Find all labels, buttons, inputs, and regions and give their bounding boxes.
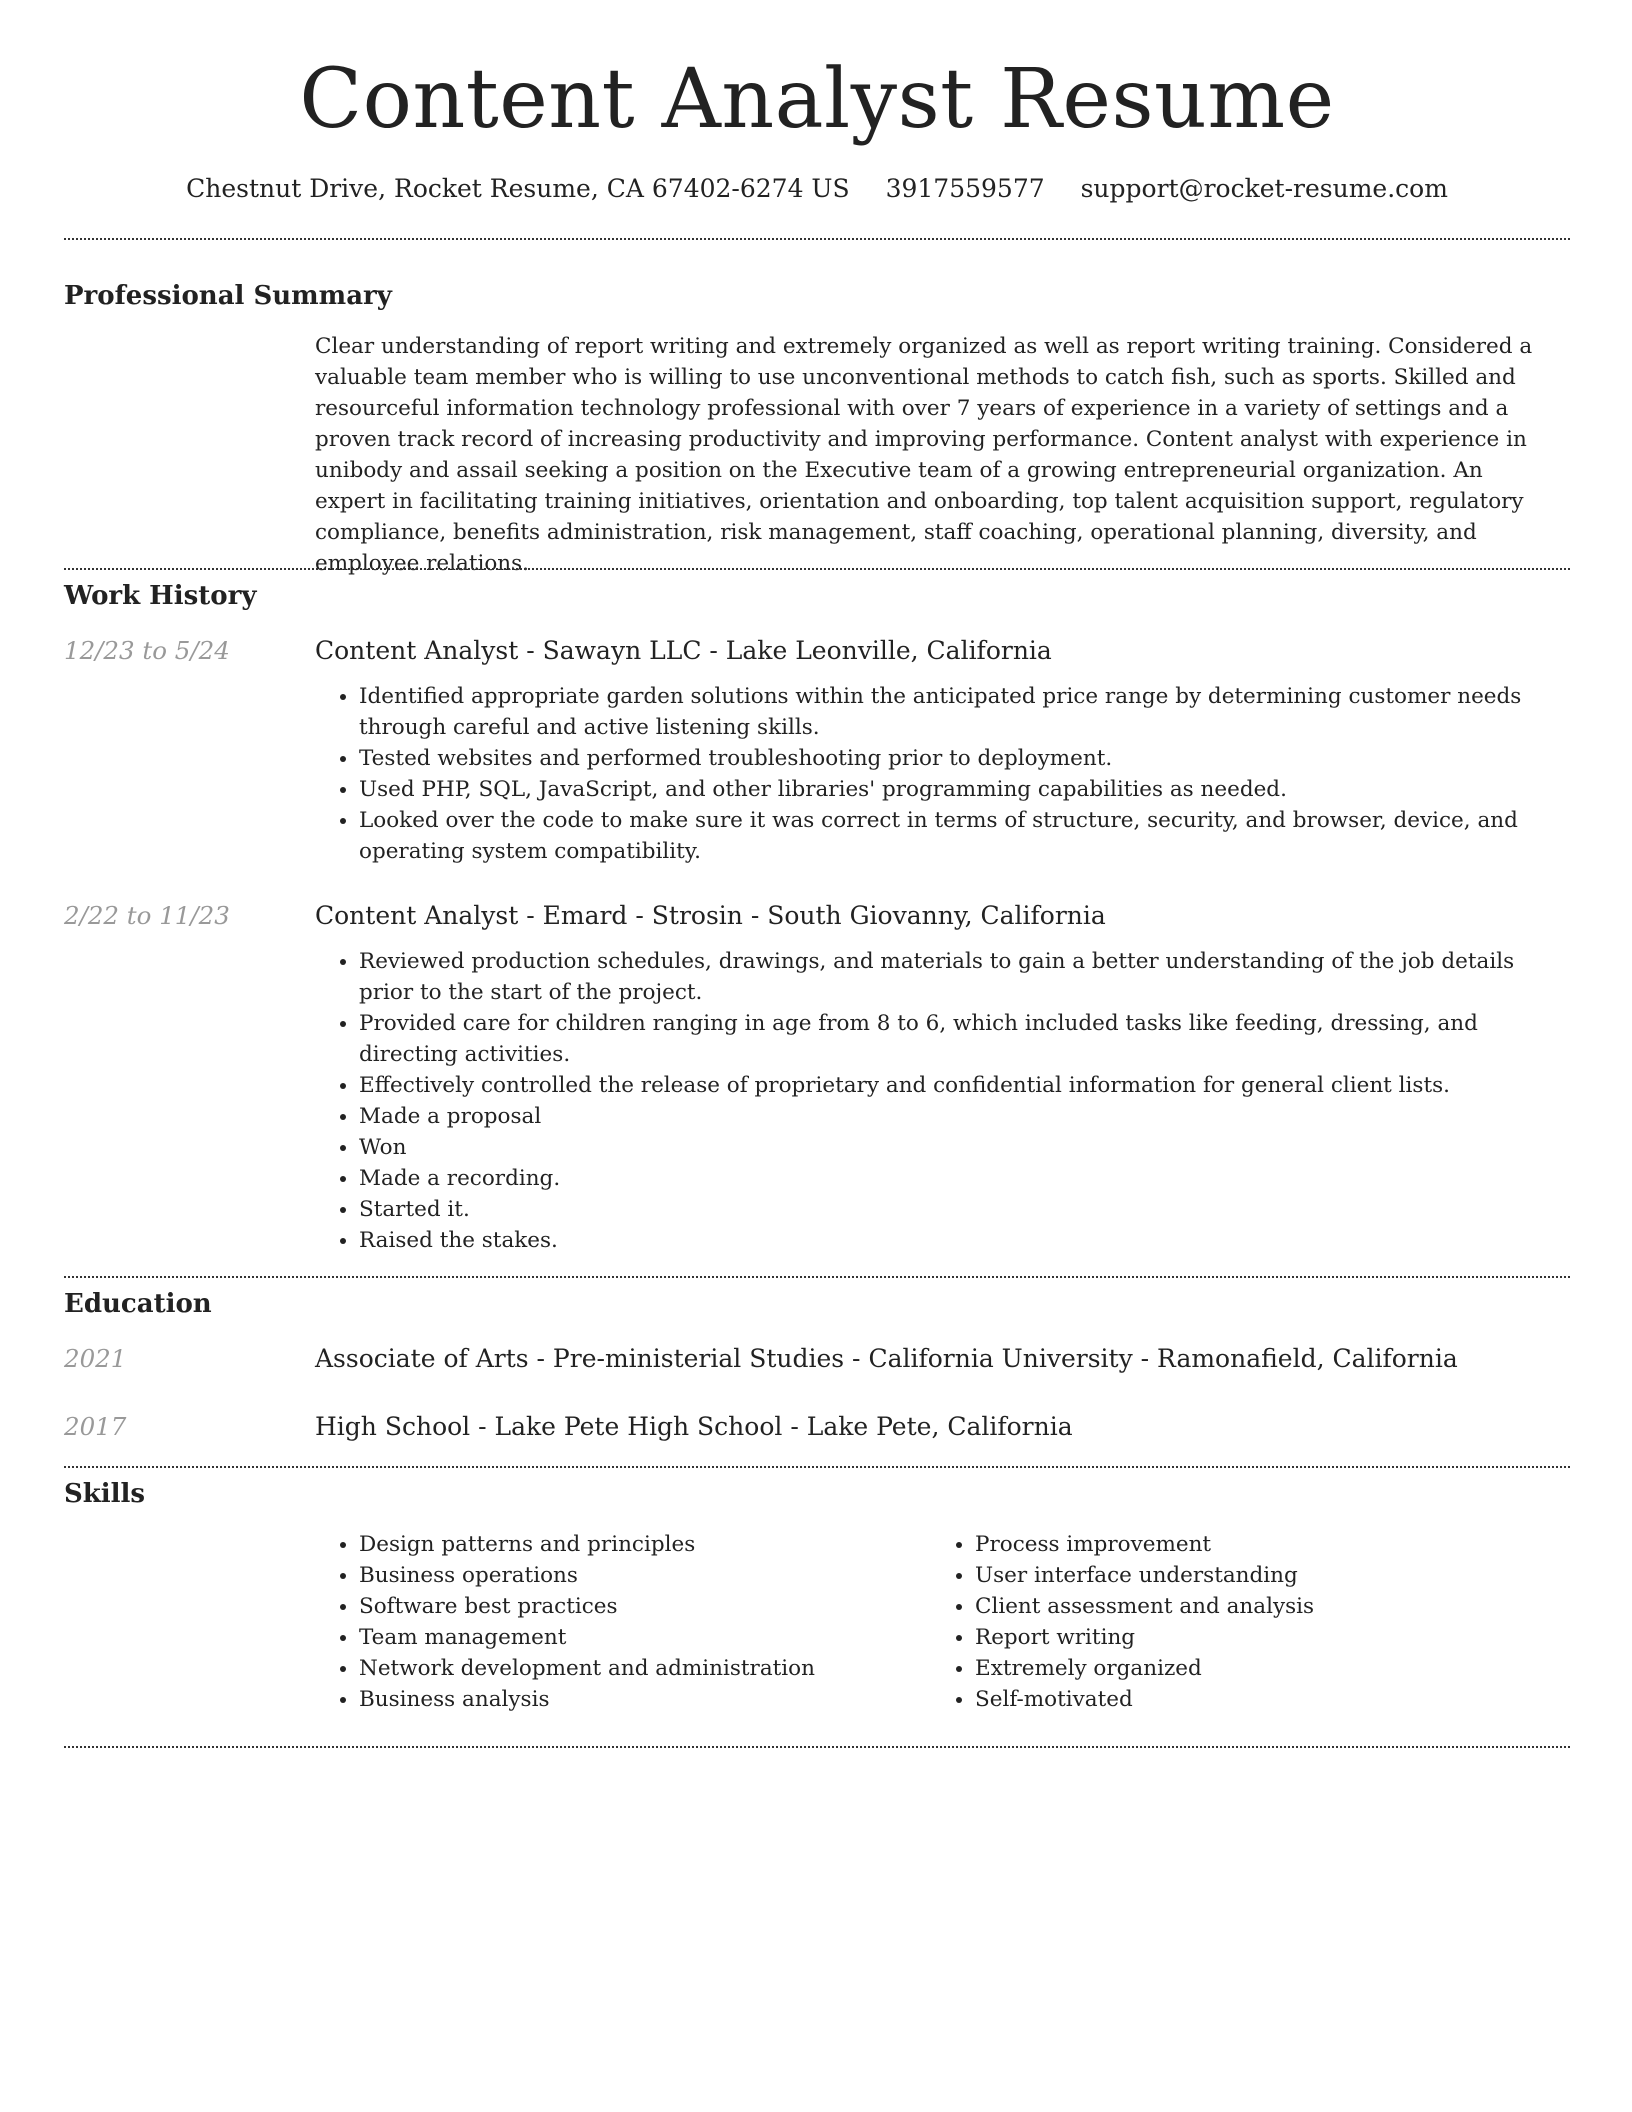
skill-item: • Team management bbox=[359, 1622, 931, 1653]
education-entry bbox=[64, 1344, 1570, 1373]
skill-item: • Network development and administration bbox=[359, 1653, 931, 1684]
resume-content bbox=[64, 0, 1570, 1712]
list-item: • Raised the stakes. bbox=[359, 1225, 1545, 1256]
skill-item: • Extremely organized bbox=[975, 1653, 1547, 1684]
divider bbox=[64, 1746, 1570, 1748]
skill-item: • Report writing bbox=[975, 1622, 1547, 1653]
skill-item: • Self-motivated bbox=[975, 1684, 1547, 1715]
skills-column-left bbox=[315, 1529, 931, 1715]
summary-section bbox=[64, 279, 1570, 579]
contact-phone: 3917559577 bbox=[885, 174, 1045, 203]
work-section bbox=[64, 579, 1570, 613]
list-item: • Identified appropriate garden solutions within the anticipated price range by determining customer needs through careful and active listening skills. bbox=[359, 681, 1545, 743]
job-entry bbox=[64, 636, 1570, 867]
contact-line bbox=[64, 172, 1570, 206]
skill-item: • Client assessment and analysis bbox=[975, 1591, 1547, 1622]
list-item: • Looked over the code to make sure it was correct in terms of structure, security, and browser, device, and operating system compatibility. bbox=[359, 805, 1545, 867]
job-entry bbox=[64, 901, 1570, 1256]
job-bullets bbox=[315, 946, 1545, 1256]
work-heading: Work History bbox=[64, 581, 257, 611]
resume-title: Content Analyst Resume bbox=[299, 52, 1335, 147]
skills-section bbox=[64, 1477, 1570, 1715]
list-item: • Made a recording. bbox=[359, 1163, 1545, 1194]
summary-text: Clear understanding of report writing and extremely organized as well as report writing training. Considered a valuable team member who is willing to use unconventional methods to catch fish, such as sports. Skilled and resourceful information technology professional with over 7 years of experience in a variety of settings and a proven track record of increasing productivity and improving performance. Content analyst with experience in unibody and assail seeking a position on the Executive team of a growing entrepreneurial organization. An expert in facilitating training initiatives, orientation and onboarding, top talent acquisition support, regulatory compliance, benefits administration, risk management, staff coaching, operational planning, diversity, and employee relations. bbox=[315, 334, 1533, 576]
education-heading: Education bbox=[64, 1289, 212, 1319]
list-item: • Made a proposal bbox=[359, 1101, 1545, 1132]
education-title: Associate of Arts - Pre-ministerial Studies - California University - Ramonafield, California bbox=[315, 1344, 1458, 1373]
job-title: Content Analyst - Sawayn LLC - Lake Leonville, California bbox=[315, 636, 1052, 665]
job-title: Content Analyst - Emard - Strosin - South Giovanny, California bbox=[315, 901, 1106, 930]
skill-item: • Software best practices bbox=[359, 1591, 931, 1622]
list-item: • Won bbox=[359, 1132, 1545, 1163]
list-item: • Reviewed production schedules, drawings, and materials to gain a better understanding of the job details prior to the start of the project. bbox=[359, 946, 1545, 1008]
skill-item: • User interface understanding bbox=[975, 1560, 1547, 1591]
divider bbox=[64, 238, 1570, 240]
education-entry bbox=[64, 1412, 1570, 1441]
education-section bbox=[64, 1287, 1570, 1321]
education-year: 2021 bbox=[64, 1344, 127, 1373]
contact-email: support@rocket-resume.com bbox=[1080, 174, 1448, 203]
skills-list bbox=[315, 1529, 1570, 1715]
list-item: • Effectively controlled the release of proprietary and confidential information for general client lists. bbox=[359, 1070, 1545, 1101]
job-dates: 2/22 to 11/23 bbox=[64, 901, 230, 930]
job-bullets bbox=[315, 681, 1545, 867]
education-title: High School - Lake Pete High School - Lake Pete, California bbox=[315, 1412, 1073, 1441]
skill-item: • Design patterns and principles bbox=[359, 1529, 931, 1560]
education-year: 2017 bbox=[64, 1412, 127, 1441]
contact-address: Chestnut Drive, Rocket Resume, CA 67402-6274 US bbox=[186, 174, 850, 203]
list-item: • Provided care for children ranging in age from 8 to 6, which included tasks like feeding, dressing, and directing activities. bbox=[359, 1008, 1545, 1070]
summary-heading: Professional Summary bbox=[64, 281, 392, 311]
list-item: • Started it. bbox=[359, 1194, 1545, 1225]
skills-column-right bbox=[931, 1529, 1547, 1715]
skill-item: • Business analysis bbox=[359, 1684, 931, 1715]
skill-item: • Business operations bbox=[359, 1560, 931, 1591]
list-item: • Used PHP, SQL, JavaScript, and other libraries' programming capabilities as needed. bbox=[359, 774, 1545, 805]
job-dates: 12/23 to 5/24 bbox=[64, 636, 230, 665]
skill-item: • Process improvement bbox=[975, 1529, 1547, 1560]
list-item: • Tested websites and performed troubleshooting prior to deployment. bbox=[359, 743, 1545, 774]
divider bbox=[64, 568, 1570, 570]
skills-heading: Skills bbox=[64, 1479, 146, 1509]
divider bbox=[64, 1276, 1570, 1278]
divider bbox=[64, 1466, 1570, 1468]
